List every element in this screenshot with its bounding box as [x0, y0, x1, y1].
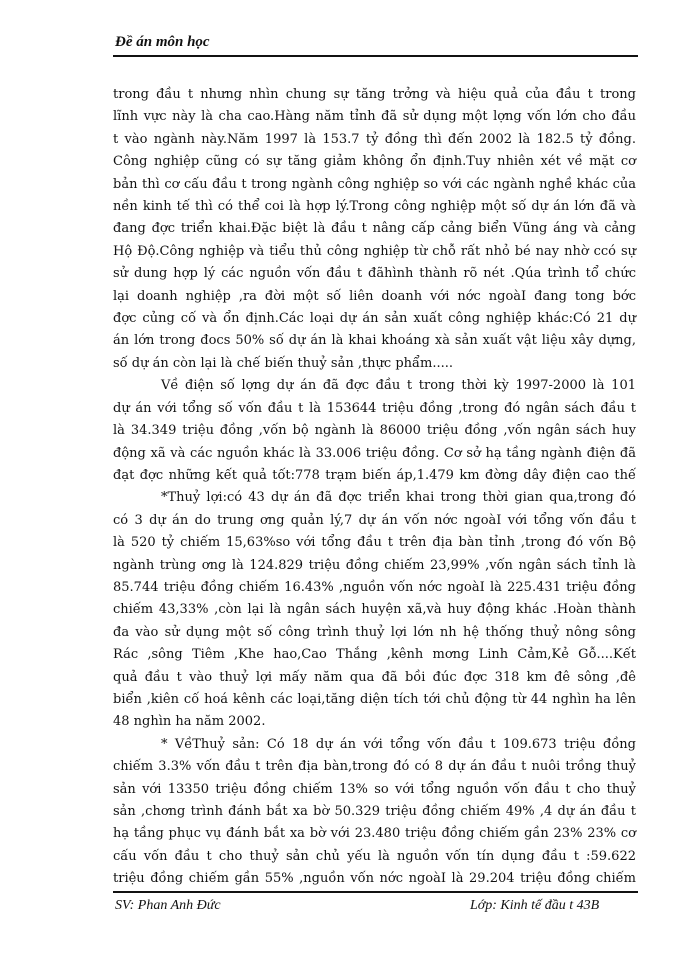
- document-body: [113, 84, 636, 891]
- text-line: 48 nghìn ha năm 2002.: [113, 714, 266, 730]
- footer-author: SV: Phan Anh Đức: [115, 898, 221, 913]
- text-line: sử dung hợp lý các nguồn vốn đầu t đãhình thành rõ nét .Qúa trình tổ chức: [113, 266, 636, 282]
- text-line: ngành trùng ơng là 124.829 triệu đồng chiếm 23,99% ,vốn ngân sách tỉnh là: [113, 557, 636, 573]
- text-line: bản thì cơ cấu đầu t trong ngành công nghiệp so với các ngành nghề khác của: [113, 176, 636, 192]
- text-line: sản với 13350 triệu đồng chiếm 13% so với tổng nguồn vốn đầu t cho thuỷ: [113, 781, 636, 797]
- text-line: có 3 dự án do trung ơng quản lý,7 dự án vốn nớc ngoàI với tổng vốn đầu t: [113, 512, 636, 528]
- text-line: hạ tầng phục vụ đánh bắt xa bờ với 23.480 triệu đồng chiếm gần 23% 23% cơ: [113, 826, 636, 842]
- text-line: đạt đợc những kết quả tốt:778 trạm biến áp,1.479 km đờng dây điện cao thế: [113, 467, 636, 483]
- text-line: lĩnh vực này là cha cao.Hàng năm tỉnh đã sử dụng một lợng vốn lớn cho đầu: [113, 109, 636, 125]
- text-line: lại doanh nghiệp ,ra đời một số liên doanh với nớc ngoàI đang tong bớc: [113, 288, 636, 304]
- text-line: 85.744 triệu đồng chiếm 16.43% ,nguồn vốn nớc ngoàI là 225.431 triệu đồng: [113, 579, 636, 595]
- text-line: nền kinh tế thì có thể coi là hợp lý.Trong công nghiệp một số dự án lớn đã và: [113, 199, 636, 215]
- text-line: dự án với tổng số vốn đầu t là 153644 triệu đồng ,trong đó ngân sách đầu t: [113, 400, 636, 416]
- text-line: cấu vốn đầu t cho thuỷ sản chủ yếu là nguồn vốn tín dụng đầu t :59.622: [113, 848, 636, 864]
- text-line: là 34.349 triệu đồng ,vốn bộ ngành là 86000 triệu đồng ,vốn ngân sách huy: [113, 423, 636, 439]
- footer-class: Lớp: Kinh tế đầu t 43B: [470, 898, 600, 913]
- text-line: đợc củng cố và ổn định.Các loại dự án sản xuất công nghiệp khác:Có 21 dự: [113, 311, 636, 327]
- text-line: đa vào sử dụng một số công trình thuỷ lợi lớn nh hệ thống thuỷ nông sông: [113, 624, 636, 640]
- footer-rule: [113, 891, 638, 893]
- text-line: quả đầu t vào thuỷ lợi mấy năm qua đã bồi đúc đợc 318 km đê sông ,đê: [113, 669, 636, 685]
- text-line: biển ,kiên cố hoá kênh các loại,tăng diện tích tới chủ động từ 44 nghìn ha lên: [113, 691, 636, 707]
- text-line: t vào ngành này.Năm 1997 là 153.7 tỷ đồng thì đến 2002 là 182.5 tỷ đồng.: [113, 131, 636, 147]
- text-line: là 520 tỷ chiếm 15,63%so với tổng đầu t trên địa bàn tỉnh ,trong đó vốn Bộ: [113, 535, 636, 551]
- text-line: Về điện số lợng dự án đã đợc đầu t trong thời kỳ 1997-2000 là 101: [161, 378, 636, 394]
- text-line: chiếm 43,33% ,còn lại là ngân sách huyện xã,và huy động khác .Hoàn thành: [113, 602, 636, 618]
- text-line: Rác ,sông Tiêm ,Khe hao,Cao Thắng ,kênh mơng Linh Cảm,Kẻ Gỗ....Kết: [113, 647, 636, 663]
- header-title: Đề án môn học: [115, 34, 210, 50]
- text-line: án lớn trong đocs 50% số dự án là khai khoáng xà sản xuất vật liệu xây dựng,: [113, 333, 636, 349]
- text-line: số dự án còn lại là chế biến thuỷ sản ,thực phẩm.....: [113, 355, 453, 371]
- text-line: đang đợc triển khai.Đặc biệt là đầu t nâng cấp cảng biển Vũng áng và cảng: [113, 221, 636, 237]
- text-line: sản ,chơng trình đánh bắt xa bờ 50.329 triệu đồng chiếm 49% ,4 dự án đầu t: [113, 804, 636, 819]
- text-line: * VềThuỷ sản: Có 18 dự án với tổng vốn đầu t 109.673 triệu đồng: [161, 736, 636, 752]
- text-line: động xã và các nguồn khác là 33.006 triệu đồng. Cơ sở hạ tầng ngành điện đã: [113, 445, 636, 461]
- text-line: Công nghiệp cũng có sự tăng giảm không ổn định.Tuy nhiên xét về mặt cơ: [113, 154, 636, 170]
- header-rule: [113, 55, 638, 57]
- text-line: trong đầu t nhưng nhìn chung sự tăng trởng và hiệu quả của đầu t trong: [113, 87, 636, 102]
- text-line: *Thuỷ lợi:có 43 dự án đã đợc triển khai trong thời gian qua,trong đó: [161, 490, 636, 506]
- text-line: triệu đồng chiếm gần 55% ,nguồn vốn nớc ngoàI là 29.204 triệu đồng chiếm: [113, 871, 636, 887]
- text-line: Hộ Độ.Công nghiệp và tiểu thủ công nghiệp từ chỗ rất nhỏ bé nay nhờ ccó sự: [113, 243, 636, 259]
- text-line: chiếm 3.3% vốn đầu t trên địa bàn,trong đó có 8 dự án đầu t nuôi trồng thuỷ: [113, 759, 636, 775]
